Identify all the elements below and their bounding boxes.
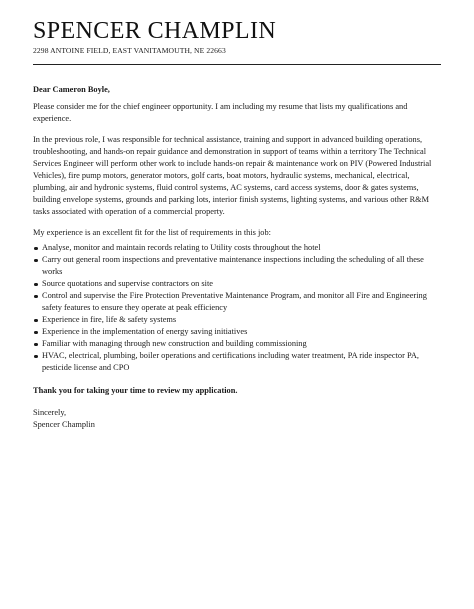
sincerely-line: Sincerely, [33,408,67,417]
list-item: Familiar with managing through new construction and building commissioning [33,338,441,350]
cover-letter-page [33,18,441,431]
letter-body [33,84,441,431]
list-item: Source quotations and supervise contractors on site [33,278,441,290]
applicant-address: 2298 ANTOINE FIELD, EAST VANITAMOUTH, NE 22663 [33,46,226,55]
signature-name: Spencer Champlin [33,420,95,429]
header-divider [33,64,441,65]
previous-role-paragraph: In the previous role, I was responsible for technical assistance, training and support in advanced building operations, troubleshooting, and hands-on repair guidance and demonstration in support of teams within a territory The Technical Services Engineer will perform other work to include hands-on repair & maintenance work on PIV (Powered Industrial Vehicles), fire pump motors, generator motors, golf carts, boat motors, hydraulic systems, mechanical, electrical, plumbing, air and hydronic systems, fluid control systems, AC systems, card access systems, door & gates systems, building envelope systems, grounds and parking lots, interior finish systems, lighting systems, and various other R&M tasks associated with operation of a commercial property. [33,135,432,216]
list-item: Analyse, monitor and maintain records relating to Utility costs throughout the hotel [33,242,441,254]
thank-you-line: Thank you for taking your time to review my application. [33,386,238,395]
list-item: Carry out general room inspections and preventative maintenance inspections including the scheduling of all these works [33,254,441,278]
list-item: Experience in fire, life & safety systems [33,314,441,326]
applicant-name: SPENCER CHAMPLIN [33,18,277,44]
list-item: Control and supervise the Fire Protection Preventative Maintenance Program, and monitor all Fire and Engineering safety features to ensure they operate at peak efficiency [33,290,441,314]
salutation: Dear Cameron Boyle, [33,85,110,94]
experience-lead: My experience is an excellent fit for the list of requirements in this job: [33,228,271,237]
list-item: HVAC, electrical, plumbing, boiler operations and certifications including water treatment, PA ride inspector PA, pesticide license and CPO [33,350,441,374]
list-item: Experience in the implementation of energy saving initiatives [33,326,441,338]
requirements-list [33,242,441,374]
intro-paragraph: Please consider me for the chief engineer opportunity. I am including my resume that lists my qualifications and experience. [33,102,408,123]
